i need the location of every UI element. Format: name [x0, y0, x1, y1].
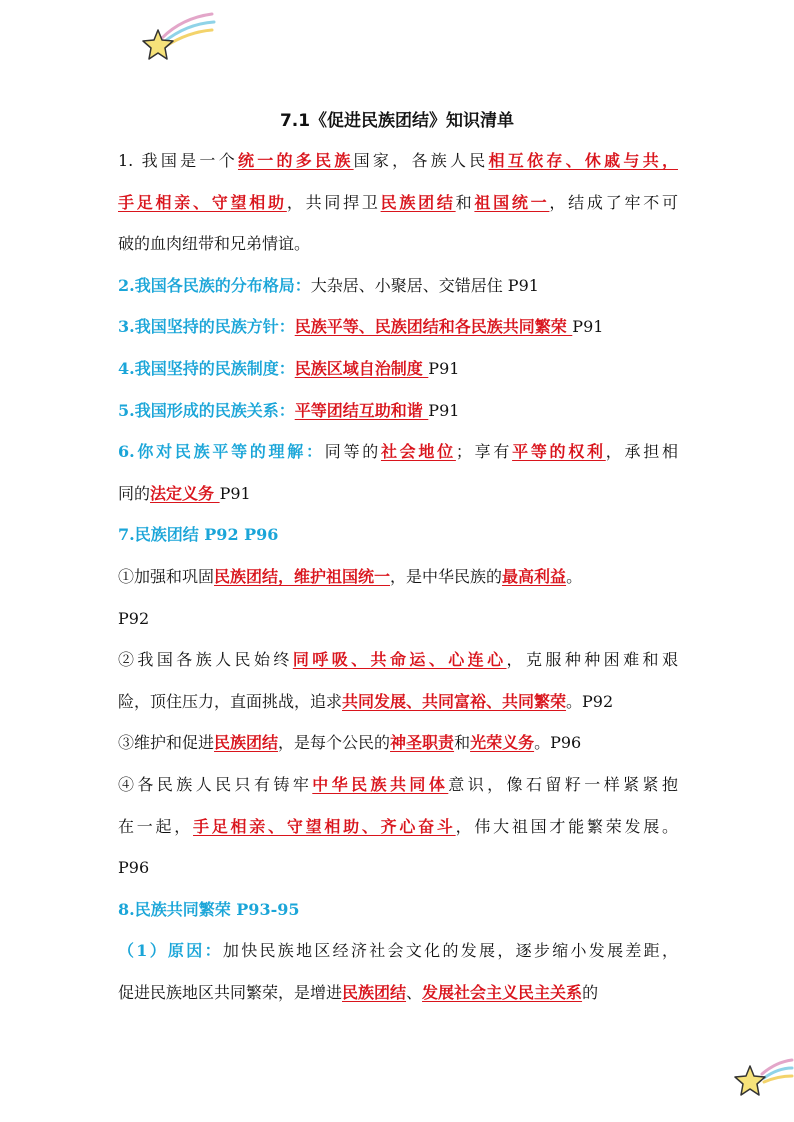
- text-line: [118, 764, 678, 806]
- body-text: 1. 我国是一个: [118, 151, 238, 170]
- body-text: ，承担相: [605, 442, 678, 462]
- body-text: P91: [428, 358, 460, 378]
- body-text: 同等的: [324, 442, 381, 462]
- text-line: [118, 722, 678, 764]
- body-text: 。P96: [534, 733, 582, 753]
- page-title: 7.1《促进民族团结》知识清单: [279, 111, 515, 131]
- text-line: [118, 390, 678, 432]
- key-point: 统一的多民族: [237, 151, 354, 170]
- key-point: 中华民族共同体: [312, 774, 449, 794]
- body-text: 和: [454, 733, 471, 753]
- text-line: [118, 473, 678, 515]
- list-item: [118, 722, 678, 764]
- body-text: P92: [118, 608, 150, 628]
- body-text: 和: [455, 192, 475, 212]
- list-item: [118, 348, 678, 390]
- list-item: [118, 514, 678, 556]
- list-item: [118, 889, 678, 931]
- text-line: [118, 182, 678, 224]
- body-text: P91: [219, 483, 251, 503]
- key-point: 手足相亲、守望相助、齐心奋斗: [193, 816, 456, 836]
- body-text: ，结成了牢不可: [549, 192, 678, 212]
- list-item: [118, 306, 678, 348]
- shooting-star-icon: [140, 8, 220, 60]
- key-point: 法定义务: [150, 483, 220, 503]
- body-text: 大杂居、小聚居、交错居住 P91: [310, 275, 539, 295]
- body-text: ①加强和巩固: [118, 566, 215, 586]
- item-heading: 6.你对民族平等的理解：: [118, 442, 325, 462]
- body-text: 。P92: [566, 691, 614, 711]
- body-text: 险，顶住压力，直面挑战，追求: [118, 691, 343, 711]
- shooting-star-icon: [732, 1040, 794, 1102]
- item-heading: （1）原因：: [118, 941, 223, 961]
- key-point: 社会地位: [380, 442, 456, 462]
- key-point: 平等团结互助和谐: [294, 400, 429, 420]
- knowledge-list: [118, 140, 678, 1013]
- key-point: 最高利益: [502, 566, 567, 586]
- text-line: [118, 431, 678, 473]
- body-text: 。: [566, 566, 583, 586]
- body-text: ④各民族人民只有铸牢: [118, 774, 313, 794]
- list-item: [118, 390, 678, 432]
- key-point: 民族团结，维护祖国统一: [214, 566, 391, 586]
- text-line: [118, 265, 678, 307]
- body-text: ，是中华民族的: [390, 566, 503, 586]
- body-text: 的: [582, 982, 599, 1002]
- text-line: [118, 223, 678, 265]
- body-text: 加快民族地区经济社会文化的发展，逐步缩小发展差距，: [222, 941, 678, 961]
- text-line: [118, 556, 678, 598]
- item-heading: 2.我国各民族的分布格局：: [118, 275, 311, 295]
- item-heading: 4.我国坚持的民族制度：: [118, 358, 295, 378]
- text-line: [118, 806, 678, 848]
- item-heading: 5.我国形成的民族关系：: [118, 400, 295, 420]
- text-line: [118, 348, 678, 390]
- text-line: [118, 681, 678, 723]
- key-point: 民族区域自治制度: [294, 358, 429, 378]
- body-text: 促进民族地区共同繁荣，是增进: [118, 982, 343, 1002]
- key-point: 民族团结: [342, 982, 407, 1002]
- item-heading: 3.我国坚持的民族方针：: [118, 317, 295, 337]
- item-heading: 7.民族团结 P92 P96: [118, 525, 279, 545]
- text-line: [118, 972, 678, 1014]
- text-line: [118, 514, 678, 556]
- key-point: 发展社会主义民主关系: [422, 982, 583, 1002]
- key-point: 祖国统一: [474, 192, 550, 212]
- text-line: [118, 847, 678, 889]
- list-item: [118, 764, 678, 889]
- body-text: ，克服种种困难和艰: [506, 650, 678, 670]
- body-text: ③维护和促进: [118, 733, 215, 753]
- list-item: [118, 556, 678, 639]
- body-text: P91: [572, 317, 604, 337]
- key-point: 民族团结: [214, 733, 279, 753]
- body-text: P91: [428, 400, 460, 420]
- key-point: 神圣职责: [390, 733, 455, 753]
- body-text: ，共同捍卫: [286, 192, 381, 212]
- key-point: 共同发展、共同富裕、共同繁荣: [342, 691, 567, 711]
- list-item: [118, 930, 678, 1013]
- text-line: [118, 140, 678, 182]
- key-point: 光荣义务: [470, 733, 535, 753]
- key-point: 民族平等、民族团结和各民族共同繁荣: [294, 317, 573, 337]
- text-line: [118, 639, 678, 681]
- body-text: P96: [118, 858, 150, 878]
- body-text: ；享有: [455, 442, 513, 462]
- key-point: 平等的权利: [512, 442, 606, 462]
- body-text: ②我国各族人民始终: [118, 650, 293, 670]
- body-text: ，是每个公民的: [278, 733, 391, 753]
- body-text: 意识，像石留籽一样紧紧抱: [448, 774, 678, 794]
- key-point: 相互依存、休戚与共，: [488, 151, 678, 170]
- text-line: [118, 306, 678, 348]
- key-point: 同呼吸、共命运、心连心: [292, 650, 507, 670]
- list-item: [118, 639, 678, 722]
- body-text: 同的: [118, 483, 151, 503]
- list-item: [118, 265, 678, 307]
- text-line: [118, 598, 678, 640]
- body-text: 、: [406, 982, 423, 1002]
- key-point: 民族团结: [380, 192, 456, 212]
- text-line: [118, 930, 678, 972]
- body-text: 在一起，: [118, 816, 194, 836]
- body-text: ，伟大祖国才能繁荣发展。: [455, 816, 678, 836]
- list-item: [118, 140, 678, 265]
- body-text: 破的血肉纽带和兄弟情谊。: [118, 234, 311, 254]
- item-heading: 8.民族共同繁荣 P93-95: [118, 899, 300, 919]
- text-line: [118, 889, 678, 931]
- list-item: [118, 431, 678, 514]
- key-point: 手足相亲、守望相助: [118, 192, 287, 212]
- body-text: 国家，各族人民: [353, 151, 489, 170]
